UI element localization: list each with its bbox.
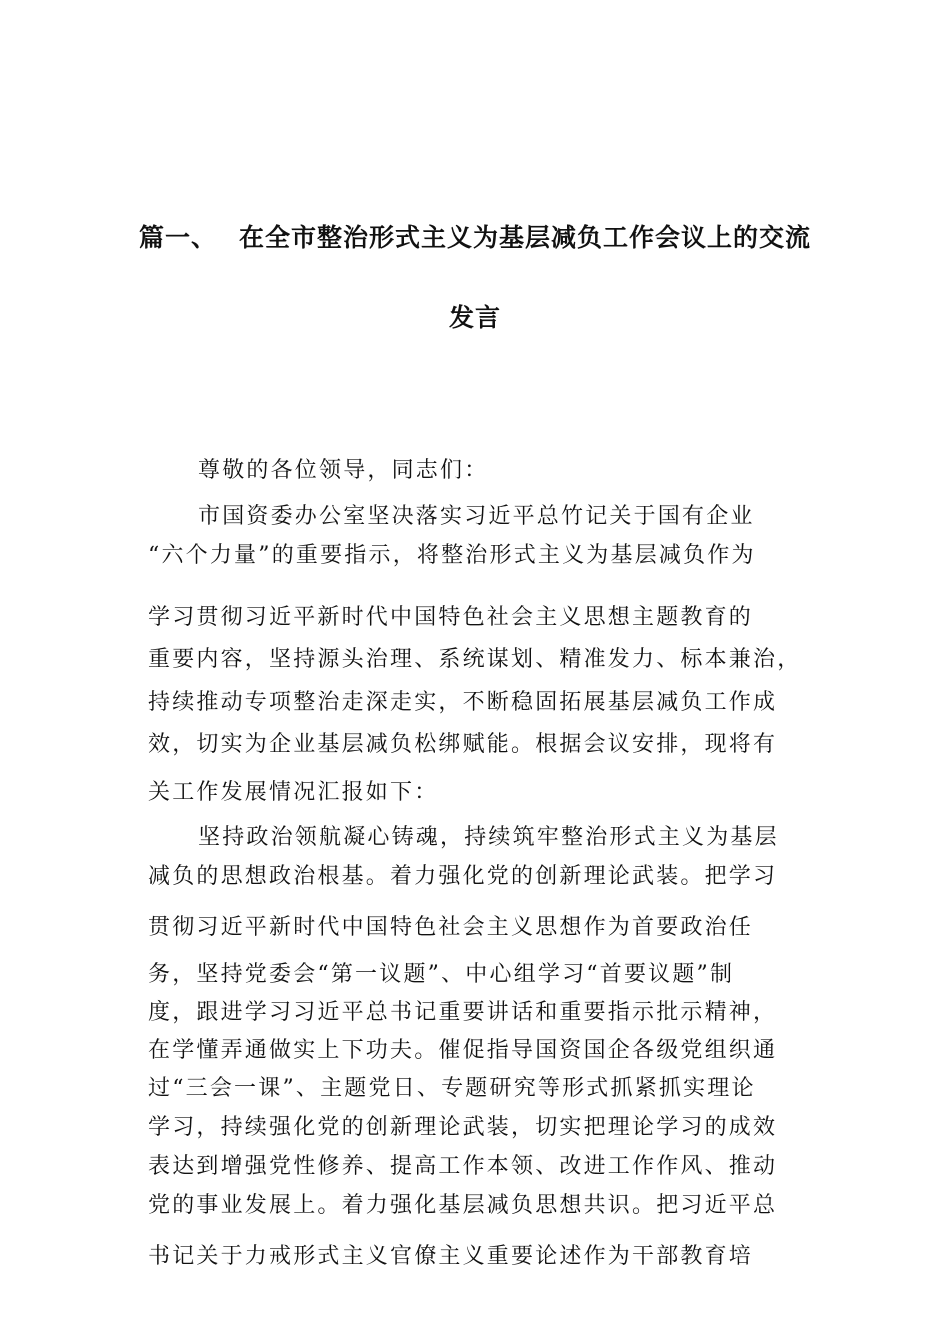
document-title-line-2: 发言 (448, 303, 501, 332)
body-line: 坚持政治领航凝心铸魂，持续筑牢整治形式主义为基层 (198, 825, 779, 850)
body-line: 党的事业发展上。着力强化基层减负思想共识。把习近平总 (148, 1193, 778, 1218)
body-line: 学习，持续强化党的创新理论武装，切实把理论学习的成效 (148, 1115, 778, 1140)
body-line: 务，坚持党委会“第一议题”、中心组学习“首要议题”制 (148, 962, 735, 987)
body-line: 持续推动专项整治走深走实，不断稳固拓展基层减负工作成 (148, 690, 778, 715)
body-line: 过“三会一课”、主题党日、专题研究等形式抓紧抓实理论 (148, 1076, 756, 1101)
title-prefix: 篇一、 (138, 223, 217, 252)
body-line: 贯彻习近平新时代中国特色社会主义思想作为首要政治任 (148, 915, 754, 940)
body-line: 书记关于力戒形式主义官僚主义重要论述作为干部教育培 (148, 1244, 754, 1269)
body-line: 在学懂弄通做实上下功夫。催促指导国资国企各级党组织通 (148, 1038, 778, 1063)
salutation: 尊敬的各位领导，同志们： (198, 458, 489, 483)
body-line: 重要内容，坚持源头治理、系统谋划、精准发力、标本兼治， (148, 647, 802, 672)
body-line: 度，跟进学习习近平总书记重要讲话和重要指示批示精神， (148, 1000, 778, 1025)
title-text: 在全市整治形式主义为基层减负工作会议上的交流 (239, 223, 812, 252)
body-line: 关工作发展情况汇报如下： (148, 780, 439, 805)
body-line: 减负的思想政治根基。着力强化党的创新理论武装。把学习 (148, 864, 778, 889)
body-line: 表达到增强党性修养、提高工作本领、改进工作作风、推动 (148, 1154, 778, 1179)
body-line: 市国资委办公室坚决落实习近平总竹记关于国有企业 (198, 504, 755, 529)
body-line: “六个力量”的重要指示，将整治形式主义为基层减负作为 (148, 543, 756, 568)
body-line: 学习贯彻习近平新时代中国特色社会主义思想主题教育的 (148, 605, 754, 630)
body-line: 效，切实为企业基层减负松绑赋能。根据会议安排，现将有 (148, 732, 778, 757)
document-title-line-1 (0, 218, 950, 254)
